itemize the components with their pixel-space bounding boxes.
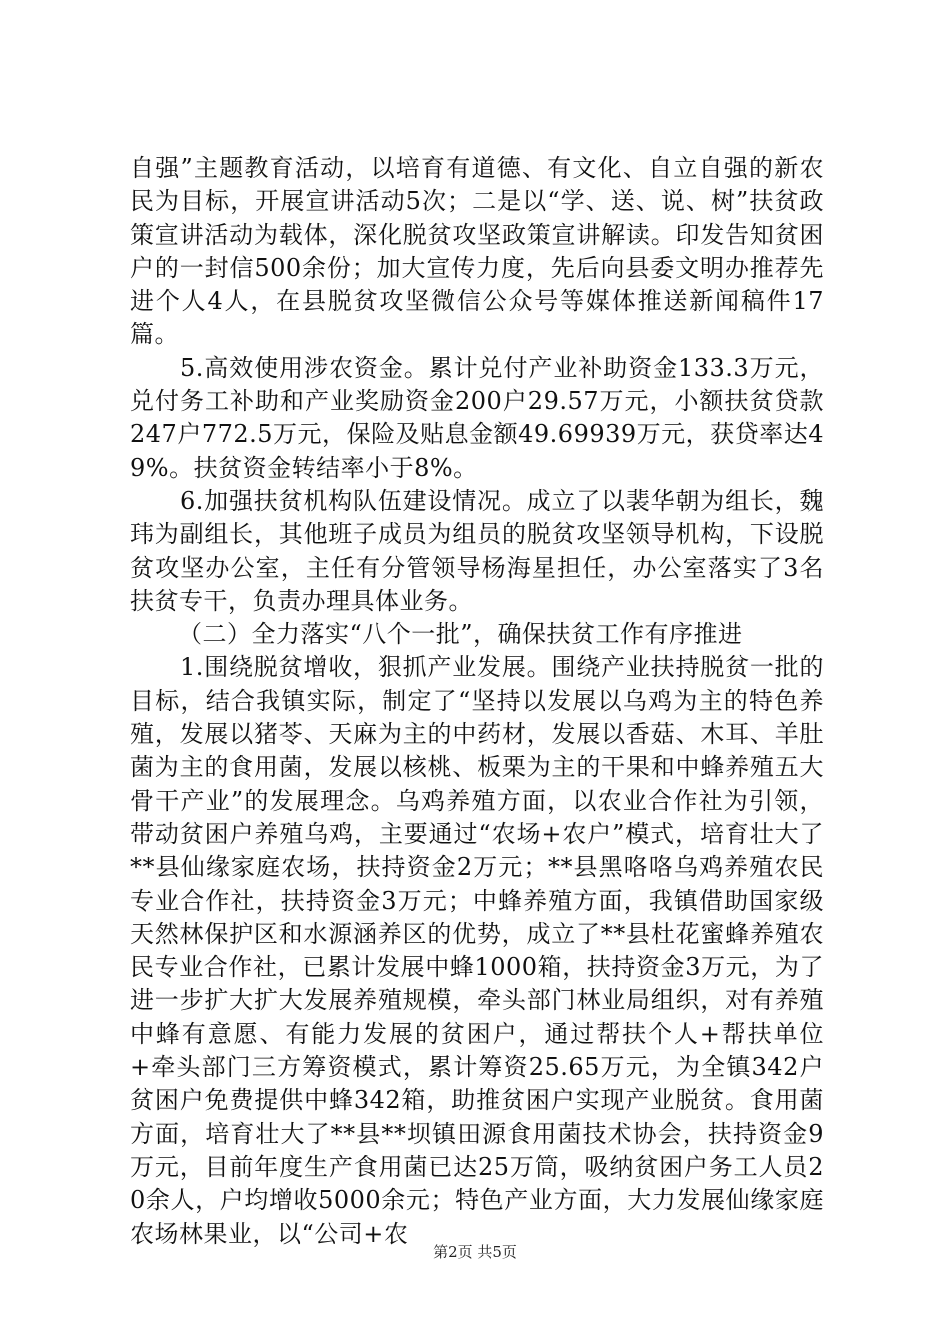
paragraph-agri-funds: 5.高效使用涉农资金。累计兑付产业补助资金133.3万元，兑付务工补助和产业奖励资金200户29.57万元，小额扶贫贷款247户772.5万元，保险及贴息金额49.69939万元，获贷率达49%。扶贫资金转结率小于8%。: [130, 353, 824, 482]
section-heading-eight-batches: （二）全力落实“八个一批”，确保扶贫工作有序推进: [178, 620, 743, 649]
document-body: [130, 152, 824, 1251]
page-number-label: 第2页 共5页: [433, 1243, 517, 1261]
page-footer: [0, 1241, 950, 1262]
paragraph-industry-development: 1.围绕脱贫增收，狠抓产业发展。围绕产业扶持脱贫一批的目标，结合我镇实际，制定了“坚持以发展以乌鸡为主的特色养殖，发展以猪苓、天麻为主的中药材，发展以香菇、木耳、羊肚菌为主的食用菌，发展以核桃、板栗为主的干果和中蜂养殖五大骨干产业”的发展理念。乌鸡养殖方面，以农业合作社为引领，带动贫困户养殖乌鸡，主要通过“农场+农户”模式，培育壮大了**县仙缘家庭农场，扶持资金2万元；**县黑咯咯乌鸡养殖农民专业合作社，扶持资金3万元；中蜂养殖方面，我镇借助国家级天然林保护区和水源涵养区的优势，成立了**县杜花蜜蜂养殖农民专业合作社，已累计发展中蜂1000箱，扶持资金3万元，为了进一步扩大扩大发展养殖规模，牵头部门林业局组织，对有养殖中蜂有意愿、有能力发展的贫困户，通过帮扶个人+帮扶单位+牵头部门三方筹资模式，累计筹资25.65万元，为全镇342户贫困户免费提供中蜂342箱，助推贫困户实现产业脱贫。食用菌方面，培育壮大了**县**坝镇田源食用菌技术协会，扶持资金9万元，目前年度生产食用菌已达25万筒，吸纳贫困户务工人员20余人，户均增收5000余元；特色产业方面，大力发展仙缘家庭农场林果业，以“公司+农: [130, 653, 824, 1248]
paragraph-publicity-continued: 自强”主题教育活动，以培育有道德、有文化、自立自强的新农民为目标，开展宣讲活动5次；二是以“学、送、说、树”扶贫政策宣讲活动为载体，深化脱贫攻坚政策宣讲解读。印发告知贫困户的一封信500余份；加大宣传力度，先后向县委文明办推荐先进个人4人，在县脱贫攻坚微信公众号等媒体推送新闻稿件17篇。: [130, 154, 824, 349]
paragraph-team-building: 6.加强扶贫机构队伍建设情况。成立了以裴华朝为组长，魏玮为副组长，其他班子成员为组员的脱贫攻坚领导机构，下设脱贫攻坚办公室，主任有分管领导杨海星担任，办公室落实了3名扶贫专干，负责办理具体业务。: [130, 486, 824, 615]
